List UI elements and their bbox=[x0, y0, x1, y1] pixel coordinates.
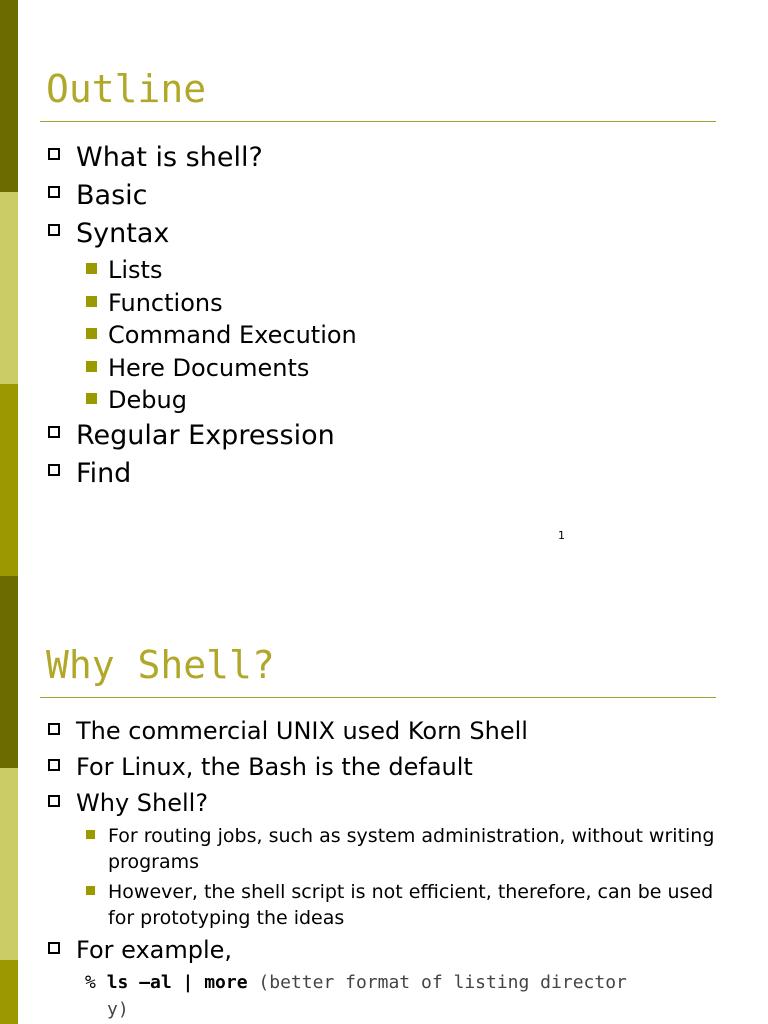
hollow-square-bullet-icon bbox=[48, 795, 60, 807]
list-item bbox=[46, 352, 357, 385]
left-stripe-segment bbox=[0, 384, 18, 576]
title-divider bbox=[40, 697, 716, 698]
list-item bbox=[46, 750, 738, 786]
list-item bbox=[46, 879, 738, 933]
filled-square-bullet-icon bbox=[86, 886, 95, 895]
list-item bbox=[46, 714, 738, 750]
list-item-label: For example, bbox=[76, 936, 233, 964]
filled-square-bullet-icon bbox=[86, 830, 95, 839]
bullet-list bbox=[46, 140, 357, 494]
left-stripe-segment bbox=[0, 960, 18, 1024]
title-divider bbox=[40, 121, 716, 122]
list-item bbox=[46, 456, 357, 494]
list-item-label: Syntax bbox=[76, 218, 170, 249]
list-item bbox=[46, 384, 357, 418]
list-item-label: What is shell? bbox=[76, 142, 263, 173]
list-item bbox=[46, 254, 357, 287]
list-item bbox=[46, 933, 738, 967]
list-item-label: Lists bbox=[108, 256, 163, 284]
hollow-square-bullet-icon bbox=[48, 426, 60, 438]
hollow-square-bullet-icon bbox=[48, 186, 60, 198]
hollow-square-bullet-icon bbox=[48, 464, 60, 476]
list-item-label: Debug bbox=[108, 386, 187, 414]
left-stripe-segment bbox=[0, 192, 18, 384]
list-item bbox=[46, 786, 738, 820]
list-item bbox=[46, 178, 357, 216]
filled-square-bullet-icon bbox=[86, 361, 97, 372]
hollow-square-bullet-icon bbox=[48, 942, 60, 954]
left-stripe-segment bbox=[0, 768, 18, 960]
slide-outline bbox=[18, 0, 768, 560]
list-item-label: For routing jobs, such as system administration, without writing programs bbox=[108, 825, 715, 873]
list-item-label: Command Execution bbox=[108, 321, 357, 349]
shell-command: ls –al | more bbox=[106, 972, 248, 993]
list-item bbox=[46, 216, 357, 254]
page-number: 1 bbox=[558, 529, 565, 542]
list-item-label: Regular Expression bbox=[76, 420, 335, 451]
list-item-label: However, the shell script is not efficient, therefore, can be used for prototyping the ideas bbox=[108, 881, 714, 929]
hollow-square-bullet-icon bbox=[48, 224, 60, 236]
code-example-line bbox=[107, 996, 129, 1023]
command-note-continuation: y) bbox=[107, 999, 129, 1020]
slide-title: Why Shell? bbox=[46, 643, 275, 687]
code-example-line bbox=[85, 969, 627, 996]
shell-prompt: % bbox=[85, 972, 96, 993]
hollow-square-bullet-icon bbox=[48, 723, 60, 735]
hollow-square-bullet-icon bbox=[48, 148, 60, 160]
list-item bbox=[46, 418, 357, 456]
list-item-label: For Linux, the Bash is the default bbox=[76, 753, 473, 781]
list-item bbox=[46, 820, 738, 879]
left-stripe-segment bbox=[0, 0, 18, 192]
filled-square-bullet-icon bbox=[86, 296, 97, 307]
list-item-label: The commercial UNIX used Korn Shell bbox=[76, 717, 528, 745]
filled-square-bullet-icon bbox=[86, 393, 97, 404]
left-stripe-segment bbox=[0, 576, 18, 768]
command-note: (better format of listing director bbox=[258, 972, 627, 993]
filled-square-bullet-icon bbox=[86, 328, 97, 339]
list-item bbox=[46, 287, 357, 320]
list-item-label: Functions bbox=[108, 288, 223, 317]
filled-square-bullet-icon bbox=[86, 263, 97, 274]
list-item bbox=[46, 140, 357, 178]
list-item-label: Basic bbox=[76, 180, 148, 211]
hollow-square-bullet-icon bbox=[48, 759, 60, 771]
list-item-label: Here Documents bbox=[108, 353, 310, 382]
list-item-label: Why Shell? bbox=[76, 789, 209, 817]
list-item bbox=[46, 319, 357, 352]
slide-title: Outline bbox=[46, 67, 207, 111]
list-item-label: Find bbox=[76, 458, 132, 489]
slide-why-shell bbox=[18, 576, 768, 1024]
bullet-list bbox=[46, 714, 738, 967]
